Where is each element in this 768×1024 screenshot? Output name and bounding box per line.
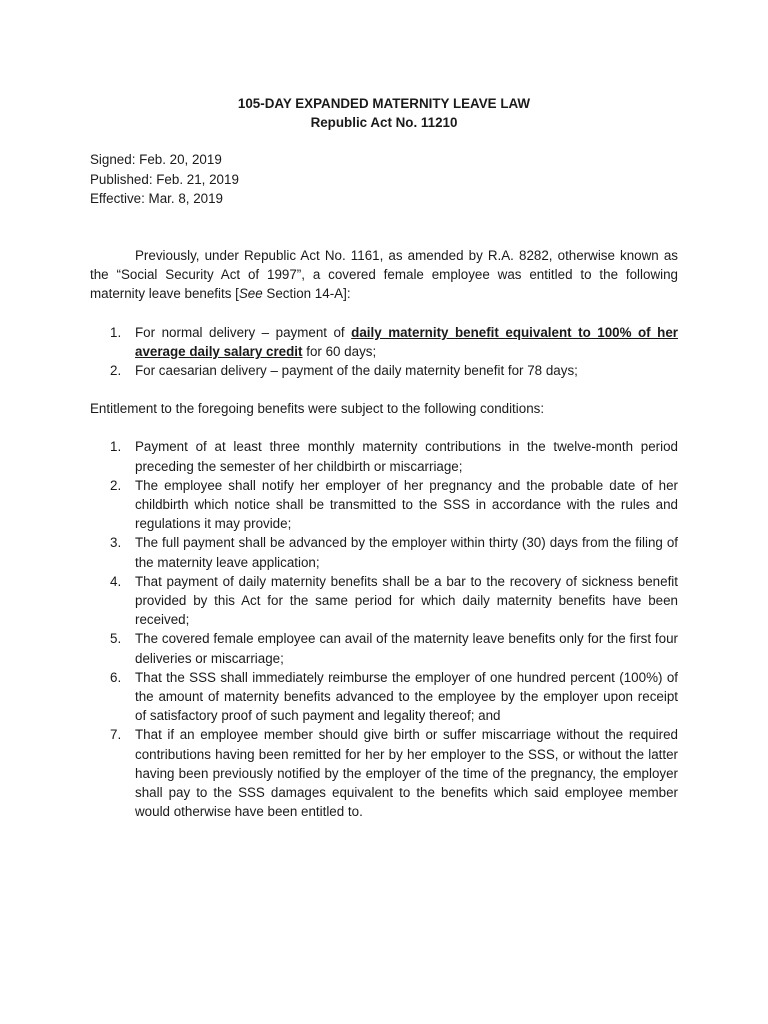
condition-text: That if an employee member should give birth or suffer miscarriage without the required contributions having been remitted for her by her employer to the SSS, or without the latter having been previously notified by the employer of the time of the pregnancy, the employer shall pay to the SSS damages equivalent to the benefits which said employee member would otherwise have been entitled to. bbox=[135, 727, 678, 820]
condition-text: The full payment shall be advanced by the employer within thirty (30) days from the filing of the maternity leave application; bbox=[135, 535, 678, 570]
effective-date: Effective: Mar. 8, 2019 bbox=[90, 190, 223, 206]
list-item bbox=[90, 533, 678, 571]
list-item bbox=[90, 629, 678, 667]
list-number: 1. bbox=[110, 439, 122, 455]
intro-paragraph bbox=[90, 246, 678, 304]
intro-text-a: Previously, under Republic Act No. 1161, as amended by R.A. 8282, otherwise known as the “Social Security Act of 1997”, a covered female employee was entitled to the following maternity leave benefits [ bbox=[90, 248, 678, 302]
condition-text: That payment of daily maternity benefits shall be a bar to the recovery of sickness benefit provided by this Act for the same period for which daily maternity benefits have been received; bbox=[135, 573, 678, 628]
list-item bbox=[90, 323, 678, 361]
list-number: 6. bbox=[110, 669, 122, 685]
document-subtitle: Republic Act No. 11210 bbox=[310, 115, 458, 131]
list-number: 1. bbox=[110, 324, 122, 340]
benefits-list bbox=[90, 323, 678, 381]
list-number: 4. bbox=[110, 573, 122, 589]
signed-date: Signed: Feb. 20, 2019 bbox=[90, 152, 222, 168]
benefit-text: For caesarian delivery – payment of the daily maternity benefit for 78 days; bbox=[135, 363, 578, 379]
list-number: 2. bbox=[110, 363, 122, 379]
list-item bbox=[90, 437, 678, 475]
condition-text: That the SSS shall immediately reimburse the employer of one hundred percent (100%) of the amount of maternity benefits advanced to the employee by the employer upon receipt of satisfactory proof of such payment and legality thereof; and bbox=[135, 669, 678, 724]
list-item bbox=[90, 572, 678, 630]
intro-text-b: Section 14-A]: bbox=[262, 286, 351, 302]
condition-text: The employee shall notify her employer of her pregnancy and the probable date of her childbirth which notice shall be transmitted to the SSS in accordance with the rules and regulations it may provide; bbox=[135, 477, 678, 532]
list-item bbox=[90, 668, 678, 726]
list-item bbox=[90, 361, 678, 380]
list-number: 5. bbox=[110, 631, 122, 647]
published-date: Published: Feb. 21, 2019 bbox=[90, 171, 239, 187]
benefit-emphasis: daily maternity benefit equivalent to 100% of her average daily salary credit bbox=[135, 324, 678, 359]
conditions-intro: Entitlement to the foregoing benefits were subject to the following conditions: bbox=[90, 401, 545, 417]
list-item bbox=[90, 725, 678, 821]
benefit-text-post: for 60 days; bbox=[302, 343, 377, 359]
list-number: 3. bbox=[110, 535, 122, 551]
intro-see: See bbox=[238, 286, 263, 302]
condition-text: The covered female employee can avail of the maternity leave benefits only for the first four deliveries or miscarriage; bbox=[135, 631, 678, 666]
list-item bbox=[90, 476, 678, 534]
condition-text: Payment of at least three monthly maternity contributions in the twelve-month period preceding the semester of her childbirth or miscarriage; bbox=[135, 439, 678, 474]
conditions-list bbox=[90, 437, 678, 821]
document-title: 105-DAY EXPANDED MATERNITY LEAVE LAW bbox=[237, 96, 531, 111]
list-number: 2. bbox=[110, 477, 122, 493]
list-number: 7. bbox=[110, 727, 122, 743]
date-block bbox=[90, 150, 678, 208]
benefit-text-pre: For normal delivery – payment of bbox=[135, 324, 352, 340]
